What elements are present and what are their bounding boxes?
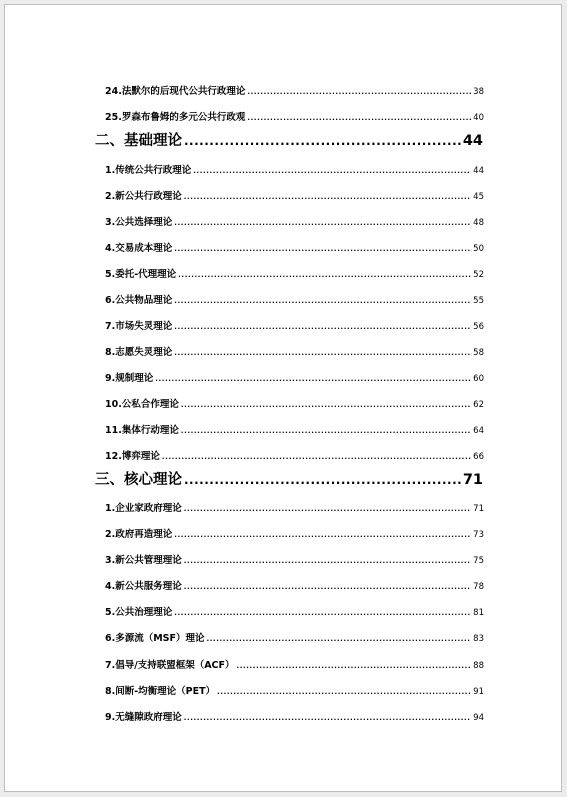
toc-entry-title: 10.公私合作理论 (105, 399, 179, 410)
dot-leader (174, 219, 471, 227)
dot-leader (184, 473, 461, 487)
toc-entry[interactable] (105, 526, 484, 540)
toc-entry-title: 1.企业家政府理论 (105, 503, 182, 514)
dot-leader (247, 114, 471, 122)
dot-leader (181, 427, 471, 435)
toc-entry-title: 12.博弈理论 (105, 451, 160, 462)
toc-entry-title: 5.委托-代理理论 (105, 269, 177, 280)
document-page (4, 4, 562, 792)
dot-leader (178, 271, 471, 279)
toc-entry-title: 1.传统公共行政理论 (105, 165, 192, 176)
toc-entry-page: 44 (473, 166, 484, 176)
toc-entry[interactable] (105, 344, 484, 358)
dot-leader (181, 401, 471, 409)
toc-entry-title: 9.规制理论 (105, 373, 154, 384)
toc-entry[interactable] (105, 630, 484, 644)
toc-entry[interactable] (105, 552, 484, 566)
toc-entry-page: 66 (473, 452, 484, 462)
toc-entry-title: 6.多源流（MSF）理论 (105, 633, 205, 644)
toc-entry-title: 4.交易成本理论 (105, 243, 173, 254)
toc-entry-page: 64 (473, 426, 484, 436)
toc-entry-page: 75 (473, 556, 484, 566)
dot-leader (174, 297, 471, 305)
toc-entry[interactable] (105, 214, 484, 228)
dot-leader (184, 557, 471, 565)
toc-entry[interactable] (105, 578, 484, 592)
toc-entry-title: 25.罗森布鲁姆的多元公共行政观 (105, 112, 246, 123)
toc-entry-page: 56 (473, 322, 484, 332)
toc-entry-page: 62 (473, 400, 484, 410)
toc-entry[interactable] (105, 657, 484, 671)
toc-entry-title: 8.志愿失灵理论 (105, 347, 173, 358)
toc-entry[interactable] (105, 266, 484, 280)
toc-entry-page: 55 (473, 296, 484, 306)
toc-entry-page: 40 (473, 113, 484, 123)
toc-entry-title: 4.新公共服务理论 (105, 581, 182, 592)
dot-leader (217, 688, 471, 696)
dot-leader (174, 349, 471, 357)
dot-leader (174, 245, 471, 253)
toc-entry[interactable] (105, 709, 484, 723)
toc-entry[interactable] (105, 370, 484, 384)
toc-entry-page: 60 (473, 374, 484, 384)
toc-entry-title: 2.政府再造理论 (105, 529, 173, 540)
toc-entry-page: 94 (473, 713, 484, 723)
toc-entry-title: 11.集体行动理论 (105, 425, 179, 436)
section-title: 三、核心理论 (95, 472, 182, 488)
toc-entry-title: 2.新公共行政理论 (105, 191, 182, 202)
toc-entry-page: 88 (473, 661, 484, 671)
section-page: 71 (462, 472, 483, 488)
toc-entry-title: 9.无缝隙政府理论 (105, 712, 182, 723)
toc-entry-page: 48 (473, 218, 484, 228)
toc-entry-page: 45 (473, 192, 484, 202)
toc-entry[interactable] (105, 162, 484, 176)
dot-leader (193, 167, 471, 175)
dot-leader (184, 583, 471, 591)
dot-leader (184, 714, 471, 722)
dot-leader (162, 453, 471, 461)
toc-section-heading[interactable] (95, 468, 483, 489)
toc-entry-title: 7.倡导/支持联盟框架（ACF） (105, 660, 235, 671)
dot-leader (174, 609, 471, 617)
toc-entry[interactable] (105, 422, 484, 436)
section-title: 二、基础理论 (95, 133, 182, 149)
toc-entry-title: 6.公共物品理论 (105, 295, 173, 306)
toc-entry-page: 71 (473, 504, 484, 514)
toc-entry-page: 73 (473, 530, 484, 540)
toc-entry-page: 50 (473, 244, 484, 254)
toc-entry[interactable] (105, 396, 484, 410)
dot-leader (237, 662, 472, 670)
toc-entry[interactable] (105, 188, 484, 202)
dot-leader (207, 635, 472, 643)
dot-leader (184, 134, 461, 148)
toc-entry-title: 7.市场失灵理论 (105, 321, 173, 332)
toc-entry-page: 58 (473, 348, 484, 358)
toc-entry[interactable] (105, 109, 484, 123)
toc-entry[interactable] (105, 240, 484, 254)
dot-leader (174, 323, 471, 331)
toc-entry[interactable] (105, 683, 484, 697)
toc-entry-page: 81 (473, 608, 484, 618)
toc-entry-title: 8.间断-均衡理论（PET） (105, 686, 216, 697)
toc-entry[interactable] (105, 500, 484, 514)
toc-entry-title: 5.公共治理理论 (105, 607, 173, 618)
dot-leader (174, 531, 471, 539)
dot-leader (155, 375, 471, 383)
dot-leader (184, 505, 471, 513)
toc-entry-title: 24.法默尔的后现代公共行政理论 (105, 86, 246, 97)
toc-entry-page: 91 (473, 687, 484, 697)
toc-entry[interactable] (105, 604, 484, 618)
dot-leader (247, 88, 471, 96)
toc-entry[interactable] (105, 318, 484, 332)
toc-entry[interactable] (105, 448, 484, 462)
toc-section-heading[interactable] (95, 129, 483, 150)
section-page: 44 (462, 133, 483, 149)
toc-entry-title: 3.公共选择理论 (105, 217, 173, 228)
dot-leader (184, 193, 471, 201)
toc-entry[interactable] (105, 292, 484, 306)
toc-entry-title: 3.新公共管理理论 (105, 555, 182, 566)
toc-entry-page: 78 (473, 582, 484, 592)
toc-entry-page: 38 (473, 87, 484, 97)
toc-entry-page: 83 (473, 634, 484, 644)
toc-entry[interactable] (105, 83, 484, 97)
toc-entry-page: 52 (473, 270, 484, 280)
